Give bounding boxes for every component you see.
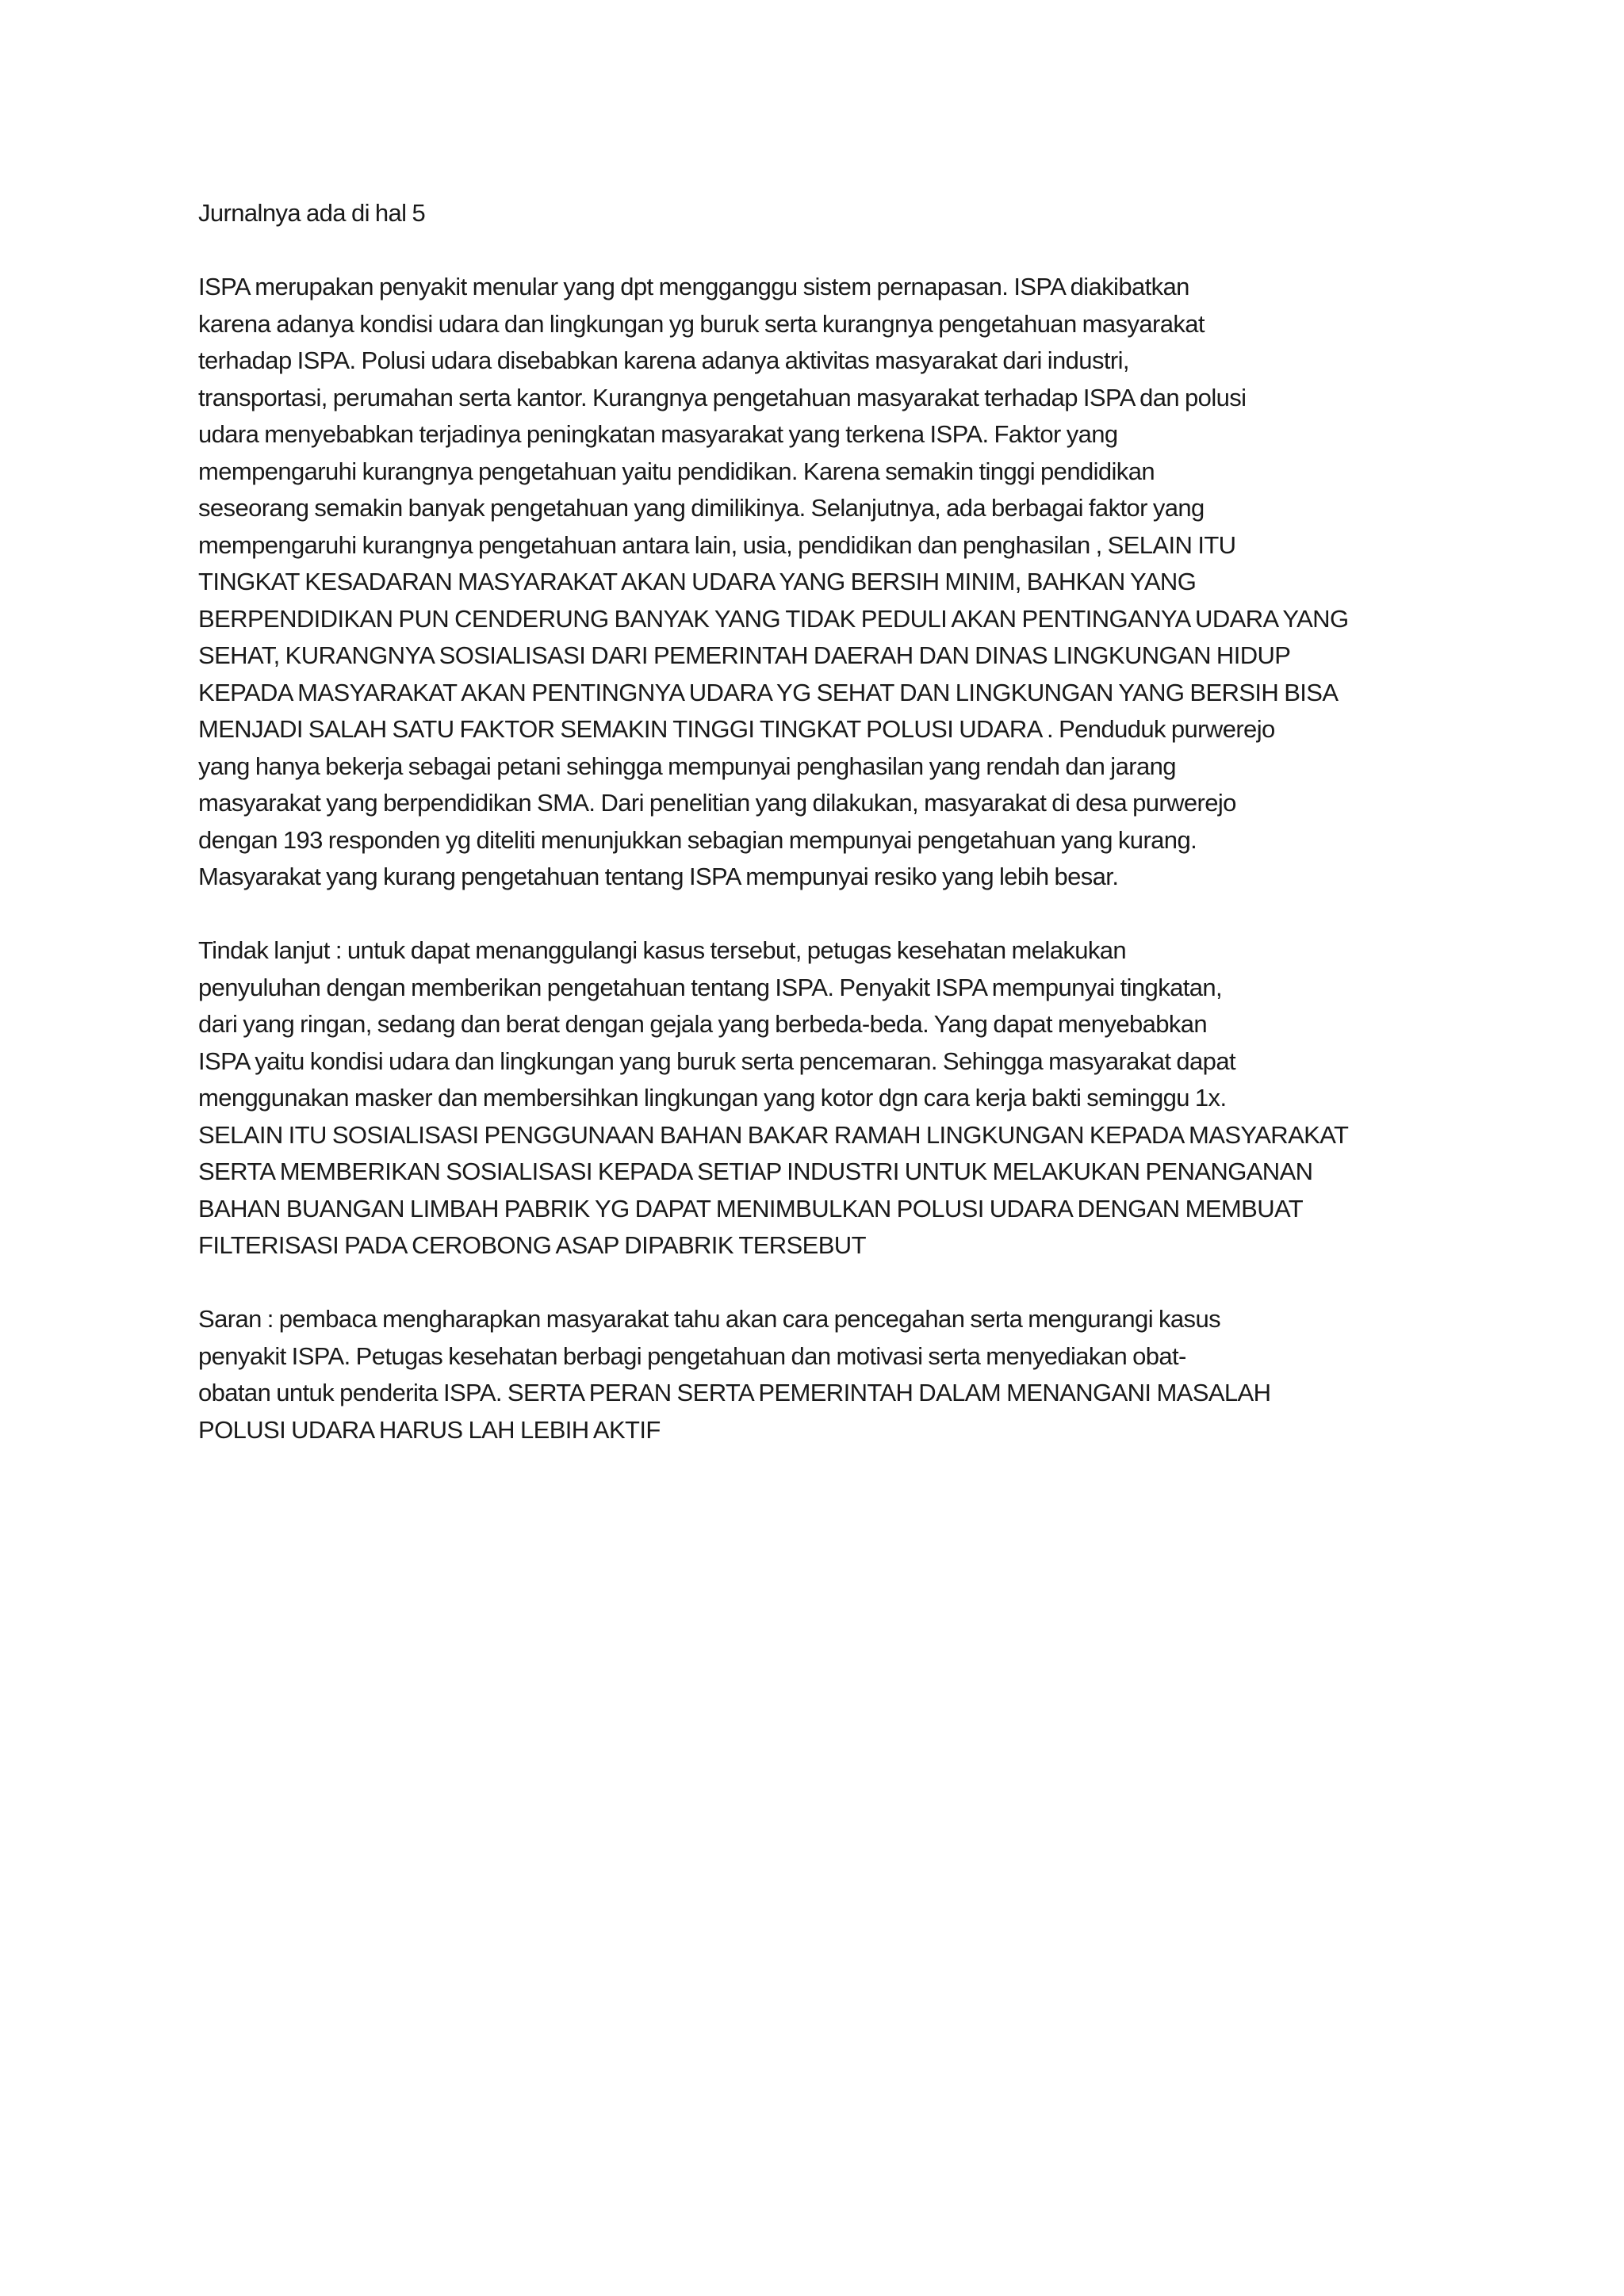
text-line: penyakit ISPA. Petugas kesehatan berbagi pengetahuan dan motivasi serta menyediakan obat-: [198, 1341, 1186, 1370]
text-line: obatan untuk penderita ISPA. SERTA PERAN SERTA PEMERINTAH DALAM MENANGANI MASALAH: [198, 1379, 1271, 1406]
text-line: menggunakan masker dan membersihkan lingkungan yang kotor dgn cara kerja bakti seminggu 1x.: [198, 1084, 1227, 1112]
text-line: FILTERISASI PADA CEROBONG ASAP DIPABRIK TERSEBUT: [198, 1231, 866, 1259]
paragraph-ispa-summary: [198, 269, 1467, 896]
text-line: MENJADI SALAH SATU FAKTOR SEMAKIN TINGGI TINGKAT POLUSI UDARA . Penduduk purwerejo: [198, 715, 1275, 743]
text-line: TINGKAT KESADARAN MASYARAKAT AKAN UDARA YANG BERSIH MINIM, BAHKAN YANG: [198, 568, 1197, 595]
text-line: SEHAT, KURANGNYA SOSIALISASI DARI PEMERINTAH DAERAH DAN DINAS LINGKUNGAN HIDUP: [198, 641, 1291, 669]
text-line: KEPADA MASYARAKAT AKAN PENTINGNYA UDARA YG SEHAT DAN LINGKUNGAN YANG BERSIH BISA: [198, 678, 1339, 706]
text-line: Masyarakat yang kurang pengetahuan tentang ISPA mempunyai resiko yang lebih besar.: [198, 863, 1119, 890]
paragraph-tindak-lanjut: [198, 932, 1467, 1265]
text-line: Saran : pembaca mengharapkan masyarakat tahu akan cara pencegahan serta mengurangi kasus: [198, 1305, 1220, 1333]
text-line: POLUSI UDARA HARUS LAH LEBIH AKTIF: [198, 1415, 661, 1444]
text-line: udara menyebabkan terjadinya peningkatan masyarakat yang terkena ISPA. Faktor yang: [198, 420, 1118, 448]
document-body: [198, 195, 1467, 1486]
text-line: mempengaruhi kurangnya pengetahuan antara lain, usia, pendidikan dan penghasilan , SELAIN ITU: [198, 530, 1236, 559]
text-line: BERPENDIDIKAN PUN CENDERUNG BANYAK YANG TIDAK PEDULI AKAN PENTINGANYA UDARA YANG: [198, 604, 1349, 633]
text-line: transportasi, perumahan serta kantor. Kurangnya pengetahuan masyarakat terhadap ISPA dan polusi: [198, 383, 1247, 411]
text-line: karena adanya kondisi udara dan lingkungan yg buruk serta kurangnya pengetahuan masyarakat: [198, 309, 1205, 338]
text-line: mempengaruhi kurangnya pengetahuan yaitu pendidikan. Karena semakin tinggi pendidikan: [198, 457, 1155, 485]
text-line: SERTA MEMBERIKAN SOSIALISASI KEPADA SETIAP INDUSTRI UNTUK MELAKUKAN PENANGANAN: [198, 1158, 1313, 1185]
document-heading: [198, 195, 1467, 232]
text-line: Tindak lanjut : untuk dapat menanggulangi kasus tersebut, petugas kesehatan melakukan: [198, 936, 1127, 964]
text-line: SELAIN ITU SOSIALISASI PENGGUNAAN BAHAN BAKAR RAMAH LINGKUNGAN KEPADA MASYARAKAT: [198, 1120, 1349, 1149]
text-line: ISPA merupakan penyakit menular yang dpt mengganggu sistem pernapasan. ISPA diakibatkan: [198, 273, 1189, 300]
text-line: penyuluhan dengan memberikan pengetahuan tentang ISPA. Penyakit ISPA mempunyai tingkatan,: [198, 973, 1223, 1001]
text-line: dengan 193 responden yg diteliti menunjukkan sebagian mempunyai pengetahuan yang kurang.: [198, 825, 1197, 854]
heading-line: Jurnalnya ada di hal 5: [198, 199, 426, 227]
text-line: seseorang semakin banyak pengetahuan yang dimilikinya. Selanjutnya, ada berbagai faktor yang: [198, 494, 1205, 522]
text-line: ISPA yaitu kondisi udara dan lingkungan yang buruk serta pencemaran. Sehingga masyarakat dapat: [198, 1047, 1235, 1075]
text-line: BAHAN BUANGAN LIMBAH PABRIK YG DAPAT MENIMBULKAN POLUSI UDARA DENGAN MEMBUAT: [198, 1194, 1304, 1223]
text-line: masyarakat yang berpendidikan SMA. Dari penelitian yang dilakukan, masyarakat di desa purwerejo: [198, 789, 1236, 817]
paragraph-saran: [198, 1301, 1467, 1448]
text-line: terhadap ISPA. Polusi udara disebabkan karena adanya aktivitas masyarakat dari industri,: [198, 346, 1129, 374]
text-line: dari yang ringan, sedang dan berat dengan gejala yang berbeda-beda. Yang dapat menyebabkan: [198, 1010, 1208, 1038]
text-line: yang hanya bekerja sebagai petani sehingga mempunyai penghasilan yang rendah dan jarang: [198, 752, 1176, 780]
